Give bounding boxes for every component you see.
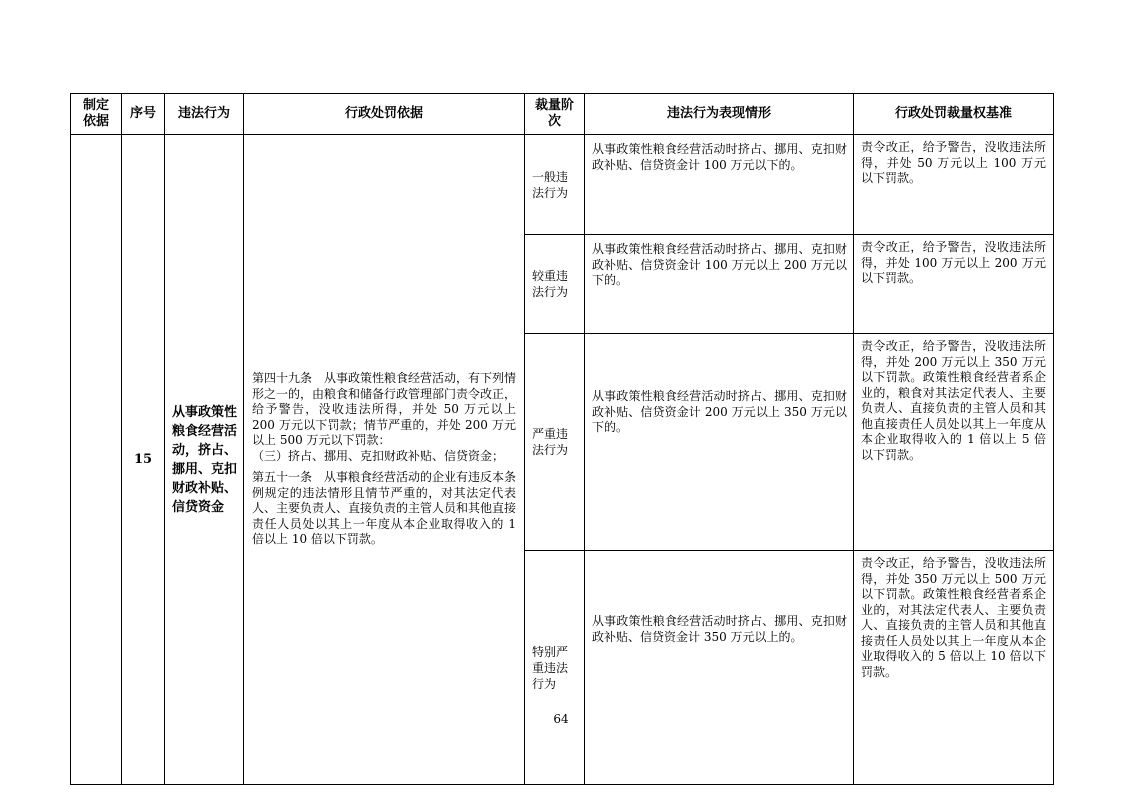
standard-cell: 责令改正，给予警告，没收违法所得，并处 350 万元以上 500 万元以下罚款。政策性粮食经营者系企业的，对其法定代表人、主要负责人、直接负责的主管人员和其他直接责任人员处以其上一年度从本企业取得收入的 5 倍以上 10 倍以下罚款。: [854, 551, 1054, 785]
legal-basis-article-49: 第四十九条 从事政策性粮食经营活动，有下列情形之一的，由粮食和储备行政管理部门责令改正，给予警告，没收违法所得，并处 50 万元以上 200 万元以下罚款；情节严重的，并处 200 万元以上 500 万元以下罚款：: [252, 371, 517, 448]
header-circumstances: 违法行为表现情形: [585, 94, 854, 135]
page-number: 64: [553, 712, 569, 726]
legal-basis-cell: [244, 135, 525, 785]
header-row: [71, 94, 1054, 135]
header-basis: 制定依据: [71, 94, 122, 135]
header-standard: 行政处罚裁量权基准: [854, 94, 1054, 135]
standard-cell: 责令改正，给予警告，没收违法所得，并处 50 万元以上 100 万元以下罚款。: [854, 135, 1054, 235]
penalty-discretion-table: [70, 93, 1054, 785]
table-row: [71, 135, 1054, 235]
level-cell: 一般违法行为: [525, 135, 585, 235]
circumstance-cell: 从事政策性粮食经营活动时挤占、挪用、克扣财政补贴、信贷资金计 350 万元以上的。: [585, 551, 854, 785]
standard-cell: 责令改正，给予警告，没收违法所得，并处 200 万元以上 350 万元以下罚款。政策性粮食经营者系企业的，粮食对其法定代表人、主要负责人、直接负责的主管人员和其他直接责任人员处以其上一年度从本企业取得收入的 1 倍以上 5 倍以下罚款。: [854, 334, 1054, 551]
legal-basis-item-3: （三）挤占、挪用、克扣财政补贴、信贷资金；: [252, 448, 505, 463]
violation-cell: [165, 135, 244, 785]
violation-text: 从事政策性粮食经营活动，挤占、挪用、克扣财政补贴、信贷资金: [172, 404, 238, 515]
level-cell: 特别严重违法行为: [525, 551, 585, 785]
circumstance-cell: 从事政策性粮食经营活动时挤占、挪用、克扣财政补贴、信贷资金计 100 万元以上 200 万元以下的。: [585, 235, 854, 334]
header-number: 序号: [122, 94, 165, 135]
header-legal-basis: 行政处罚依据: [244, 94, 525, 135]
basis-cell: [71, 135, 122, 785]
standard-cell: 责令改正，给予警告，没收违法所得，并处 100 万元以上 200 万元以下罚款。: [854, 235, 1054, 334]
circumstance-cell: 从事政策性粮食经营活动时挤占、挪用、克扣财政补贴、信贷资金计 200 万元以上 350 万元以下的。: [585, 334, 854, 551]
level-cell: 较重违法行为: [525, 235, 585, 334]
entry-number: 15: [122, 135, 165, 785]
legal-basis-article-51: 第五十一条 从事粮食经营活动的企业有违反本条例规定的违法情形且情节严重的，对其法定代表人、主要负责人、直接负责的主管人员和其他直接责任人员处以其上一年度从本企业取得收入的 1 倍以上 10 倍以下罚款。: [252, 470, 517, 547]
header-level: 裁量阶次: [525, 94, 585, 135]
header-violation: 违法行为: [165, 94, 244, 135]
level-cell: 严重违法行为: [525, 334, 585, 551]
circumstance-cell: 从事政策性粮食经营活动时挤占、挪用、克扣财政补贴、信贷资金计 100 万元以下的。: [585, 135, 854, 235]
